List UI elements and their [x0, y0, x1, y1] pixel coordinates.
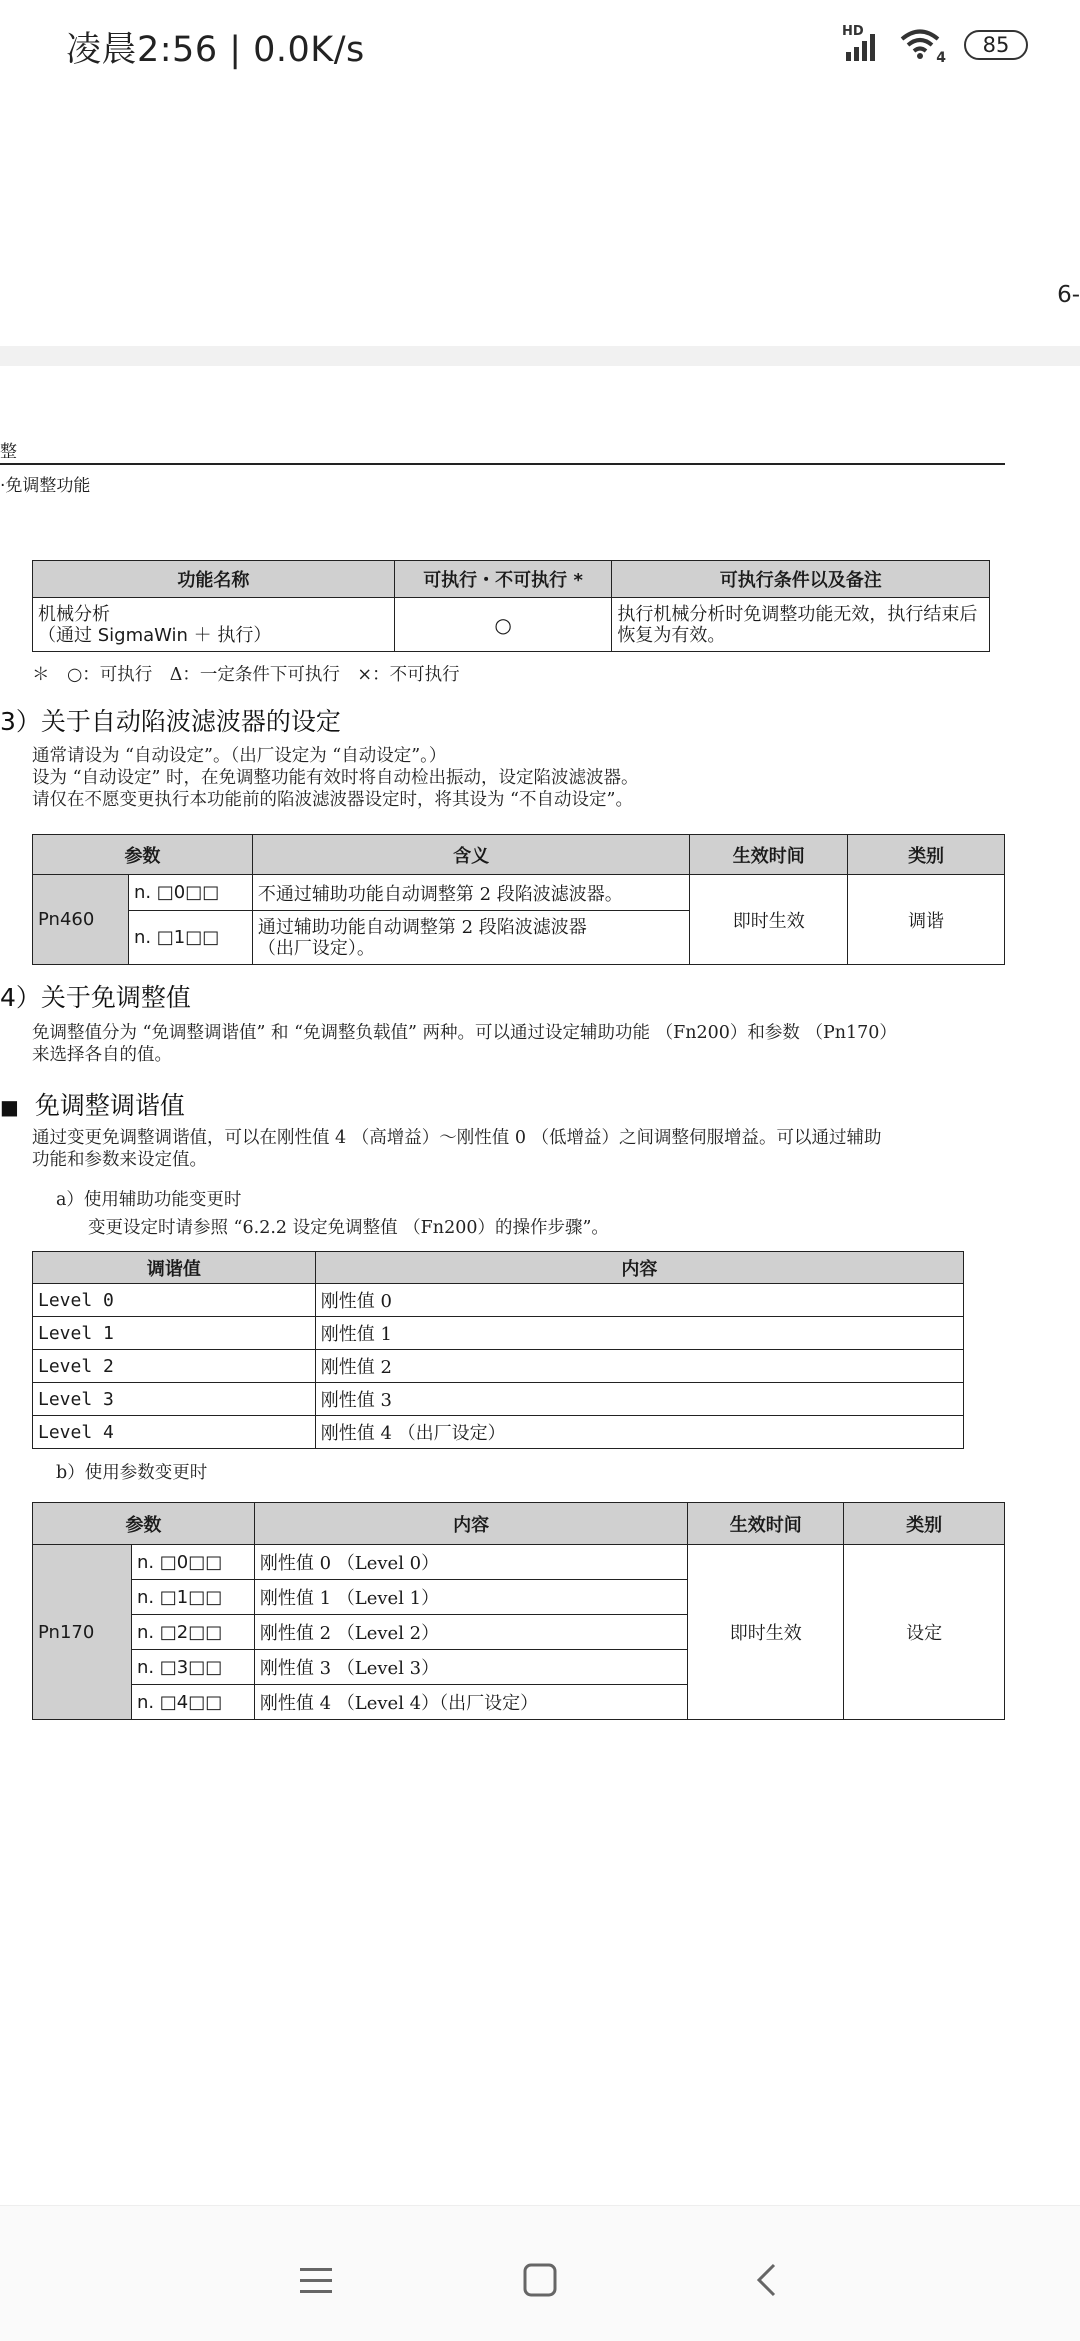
level-cell: Level 1: [33, 1317, 316, 1350]
part-a-title: a）使用辅助功能变更时: [56, 1190, 242, 1210]
effective-time: 即时生效: [690, 875, 848, 965]
tuning-value-table: [32, 1251, 964, 1449]
level-content: 刚性值 3: [315, 1383, 963, 1416]
param-name: Pn460: [33, 875, 129, 965]
level-content: 刚性值 4 （出厂设定）: [315, 1416, 963, 1449]
table-header: 含义: [252, 835, 689, 875]
status-icons: [842, 24, 1028, 66]
battery-level: 85: [982, 33, 1010, 57]
subsection-line-2: 功能和参数来设定值。: [32, 1150, 207, 1170]
table-header: 可执行・不可执行 *: [394, 561, 612, 598]
param-code: n. □0□□: [128, 875, 252, 911]
wifi-icon: [900, 28, 946, 66]
param-code: n. □1□□: [131, 1580, 254, 1615]
back-icon[interactable]: [754, 2262, 778, 2298]
table-header: 可执行条件以及备注: [612, 561, 990, 598]
exec-note: 执行机械分析时免调整功能无效，执行结束后恢复为有效。: [612, 598, 990, 652]
section-3-line-3: 请仅在不愿变更执行本功能前的陷波滤波器设定时，将其设为 “不自动设定”。: [32, 790, 633, 810]
table-header: 类别: [844, 1503, 1005, 1545]
header-rule: [0, 463, 1005, 465]
param-content: 刚性值 2 （Level 2）: [254, 1615, 687, 1650]
param-code: n. □0□□: [131, 1545, 254, 1580]
param-meaning: 通过辅助功能自动调整第 2 段陷波滤波器: [257, 916, 587, 938]
param-name: Pn170: [33, 1545, 132, 1720]
param-content: 刚性值 1 （Level 1）: [254, 1580, 687, 1615]
table-header: 参数: [33, 1503, 255, 1545]
param-code: n. □2□□: [131, 1615, 254, 1650]
table-header: 调谐值: [33, 1252, 316, 1284]
table-header: 参数: [33, 835, 253, 875]
section-3-title: 3）关于自动陷波滤波器的设定: [0, 707, 341, 736]
home-icon[interactable]: [522, 2262, 558, 2298]
exec-status: ○: [394, 598, 612, 652]
section-4-line-1: 免调整值分为 “免调整调谐值” 和 “免调整负载值” 两种。可以通过设定辅助功能 （Fn200）和参数 （Pn170）: [32, 1023, 897, 1043]
menu-icon[interactable]: [298, 2266, 334, 2296]
chapter-header-fragment: 整: [0, 442, 17, 462]
level-content: 刚性值 0: [315, 1284, 963, 1317]
param-code: n. □1□□: [128, 911, 252, 965]
param-content: 刚性值 3 （Level 3）: [254, 1650, 687, 1685]
hd-label: HD: [842, 24, 864, 39]
signal-icon: [842, 24, 882, 62]
param-code: n. □4□□: [131, 1685, 254, 1720]
section-4-title: 4）关于免调整值: [0, 983, 191, 1012]
level-cell: Level 4: [33, 1416, 316, 1449]
table-header: 内容: [254, 1503, 687, 1545]
param-meaning: 不通过辅助功能自动调整第 2 段陷波滤波器。: [252, 875, 689, 911]
subsection-heading: [0, 1086, 185, 1122]
effective-time: 即时生效: [688, 1545, 844, 1720]
param-code: n. □3□□: [131, 1650, 254, 1685]
function-name-cell: [33, 598, 395, 652]
param-meaning-cell: [252, 911, 689, 965]
legend-note: ＊ ○：可执行 Δ：一定条件下可执行 ×：不可执行: [32, 665, 460, 685]
function-name-sub: （通过 SigmaWin ＋ 执行）: [38, 624, 272, 646]
page-number: 6-: [1057, 282, 1080, 308]
wifi-level: 4: [936, 50, 946, 66]
level-content: 刚性值 1: [315, 1317, 963, 1350]
section-header-fragment: ·免调整功能: [0, 476, 91, 496]
level-cell: Level 2: [33, 1350, 316, 1383]
function-table: [32, 560, 990, 652]
table-header: 内容: [315, 1252, 963, 1284]
level-cell: Level 3: [33, 1383, 316, 1416]
table-header: 功能名称: [33, 561, 395, 598]
pn460-table: [32, 834, 1005, 965]
navigation-bar: [0, 2205, 1080, 2341]
param-content: 刚性值 0 （Level 0）: [254, 1545, 687, 1580]
table-header: 生效时间: [690, 835, 848, 875]
page-separator: [0, 346, 1080, 366]
bullet-icon: ■: [0, 1095, 19, 1119]
subsection-line-1: 通过变更免调整调谐值，可以在刚性值 4 （高增益）～刚性值 0 （低增益）之间调整伺服增益。可以通过辅助: [32, 1128, 882, 1148]
table-header: 类别: [848, 835, 1005, 875]
category: 调谐: [848, 875, 1005, 965]
param-content: 刚性值 4 （Level 4）（出厂设定）: [254, 1685, 687, 1720]
level-cell: Level 0: [33, 1284, 316, 1317]
section-3-line-2: 设为 “自动设定” 时，在免调整功能有效时将自动检出振动，设定陷波滤波器。: [32, 768, 639, 788]
battery-icon: [964, 30, 1028, 60]
subsection-title: 免调整调谐值: [34, 1091, 185, 1120]
pn170-table: [32, 1502, 1005, 1720]
part-b-title: b）使用参数变更时: [56, 1463, 208, 1483]
category: 设定: [844, 1545, 1005, 1720]
section-4-line-2: 来选择各自的值。: [32, 1045, 172, 1065]
param-meaning-sub: （出厂设定）。: [257, 937, 375, 959]
part-a-desc: 变更设定时请参照 “6.2.2 设定免调整值 （Fn200）的操作步骤”。: [88, 1218, 609, 1238]
section-3-line-1: 通常请设为 “自动设定”。（出厂设定为 “自动设定”。）: [32, 746, 447, 766]
status-time: 凌晨2:56 | 0.0K/s: [66, 30, 365, 70]
function-name: 机械分析: [38, 603, 110, 625]
level-content: 刚性值 2: [315, 1350, 963, 1383]
table-header: 生效时间: [688, 1503, 844, 1545]
